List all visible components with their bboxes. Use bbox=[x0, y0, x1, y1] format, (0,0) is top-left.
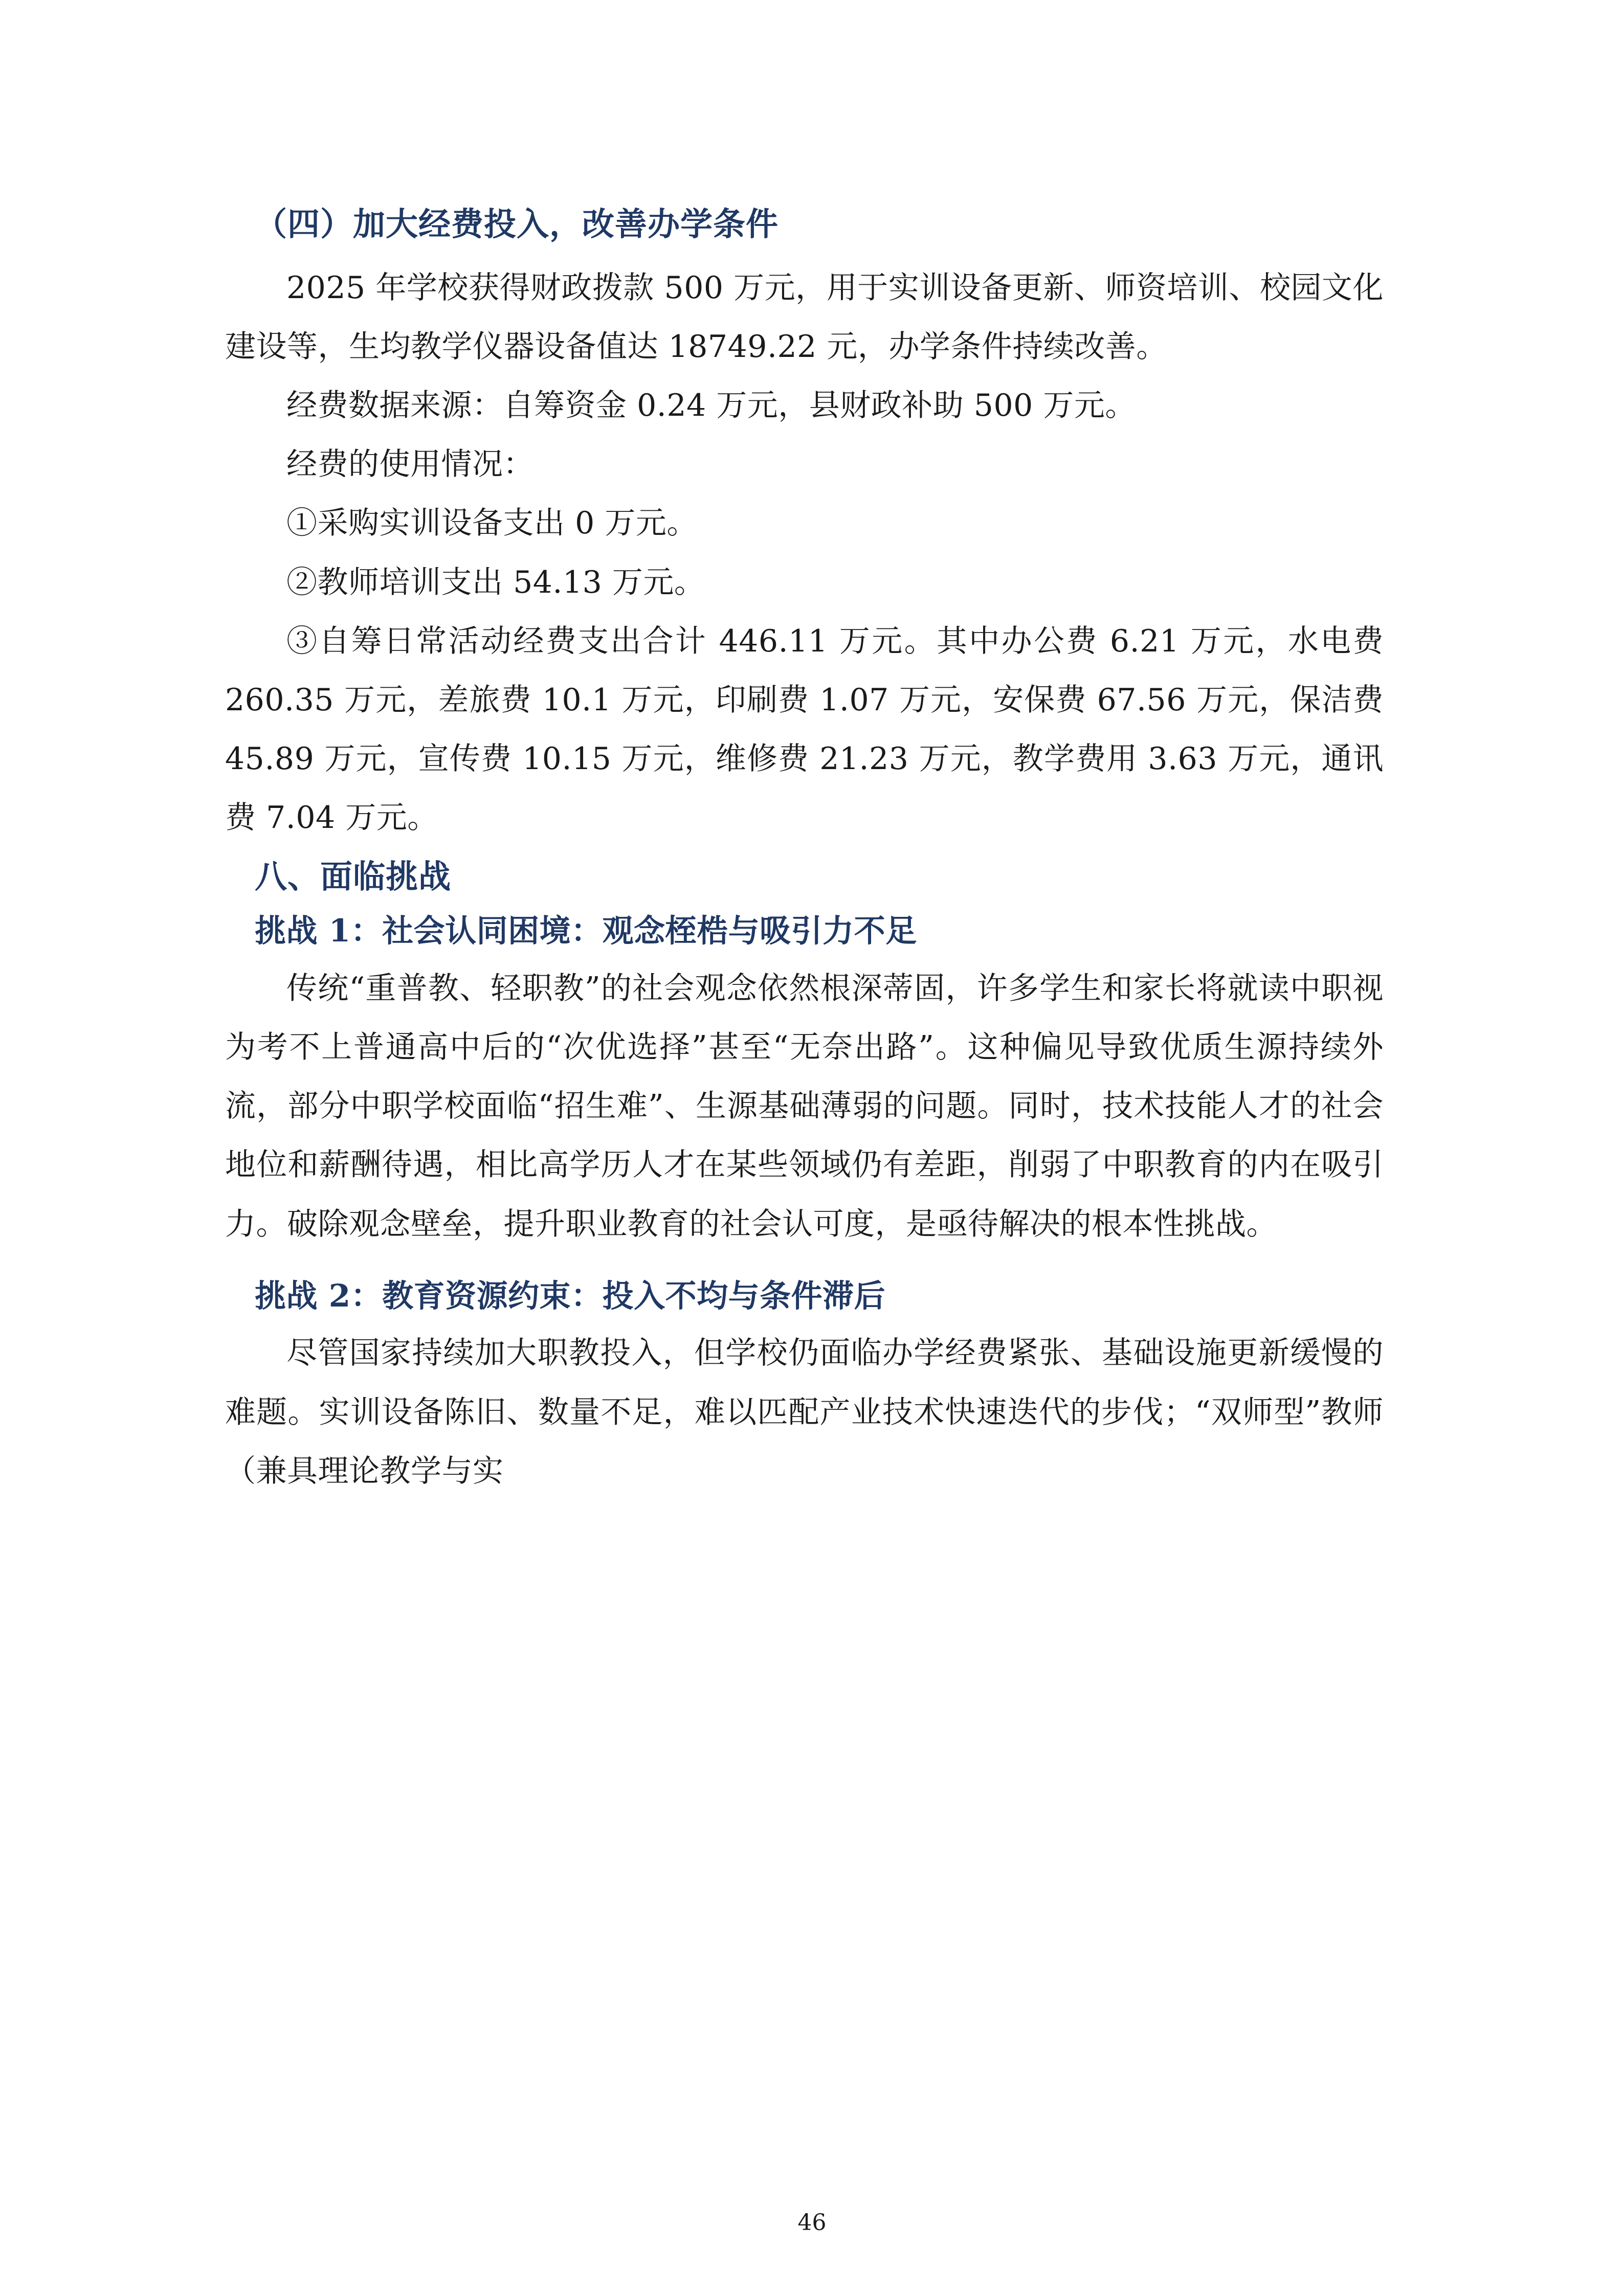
page-number: 46 bbox=[797, 2210, 827, 2236]
list-item-usage-1: ①采购实训设备支出 0 万元。 bbox=[286, 505, 698, 542]
paragraph-funding-usage-label: 经费的使用情况： bbox=[286, 446, 534, 483]
heading-section-four: （四）加大经费投入，改善办学条件 bbox=[255, 205, 778, 243]
heading-challenge-2: 挑战 2：教育资源约束：投入不均与条件滞后 bbox=[255, 1277, 886, 1314]
document-body bbox=[225, 199, 1384, 1501]
heading-section-eight: 八、面临挑战 bbox=[255, 857, 451, 895]
heading-challenge-1: 挑战 1：社会认同困境：观念桎梏与吸引力不足 bbox=[255, 913, 917, 950]
paragraph-funding-intro: 2025 年学校获得财政拨款 500 万元，用于实训设备更新、师资培训、校园文化建设等，生均教学仪器设备值达 18749.22 元，办学条件持续改善。 bbox=[225, 269, 1384, 365]
paragraph-challenge-2: 尽管国家持续加大职教投入，但学校仍面临办学经费紧张、基础设施更新缓慢的难题。实训设备陈旧、数量不足，难以匹配产业技术快速迭代的步伐；“双师型”教师（兼具理论教学与实 bbox=[225, 1335, 1384, 1489]
paragraph-funding-source: 经费数据来源：自筹资金 0.24 万元，县财政补助 500 万元。 bbox=[286, 388, 1136, 424]
paragraph-challenge-1: 传统“重普教、轻职教”的社会观念依然根深蒂固，许多学生和家长将就读中职视为考不上普通高中后的“次优选择”甚至“无奈出路”。这种偏见导致优质生源持续外流，部分中职学校面临“招生难”、生源基础薄弱的问题。同时，技术技能人才的社会地位和薪酬待遇，相比高学历人才在某些领域仍有差距，削弱了中职教育的内在吸引力。破除观念壁垒，提升职业教育的社会认可度，是亟待解决的根本性挑战。 bbox=[225, 970, 1384, 1242]
list-item-usage-3: ③自筹日常活动经费支出合计 446.11 万元。其中办公费 6.21 万元，水电费 260.35 万元，差旅费 10.1 万元，印刷费 1.07 万元，安保费 67.56 万元，保洁费 45.89 万元，宣传费 10.15 万元，维修费 21.23 万元，教学费用 3.63 万元，通讯费 7.04 万元。 bbox=[225, 623, 1384, 836]
spacer bbox=[225, 1254, 1384, 1267]
list-item-usage-2: ②教师培训支出 54.13 万元。 bbox=[286, 564, 705, 600]
